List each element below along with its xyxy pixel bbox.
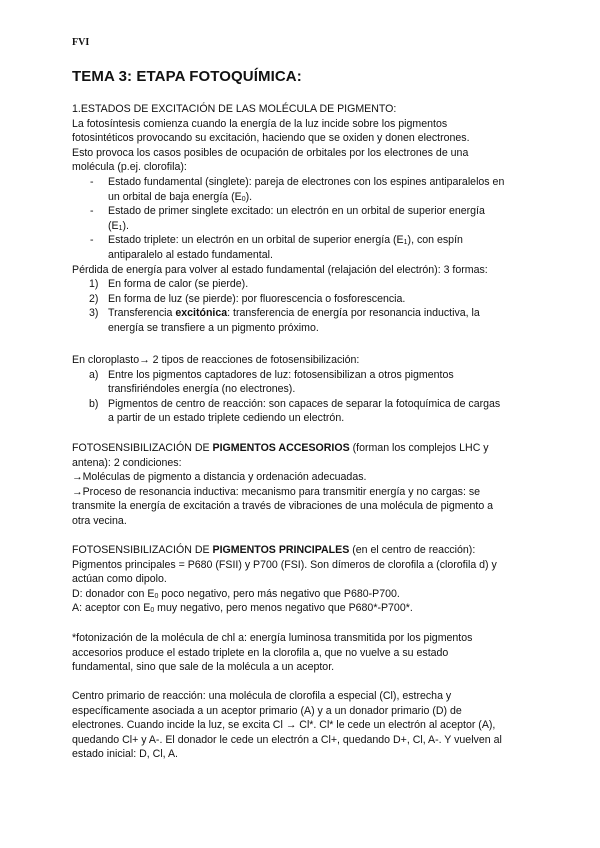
paragraph-line: En cloroplasto→ 2 tipos de reacciones de fotosensibilización: <box>72 354 360 366</box>
section-heading: 1.ESTADOS DE EXCITACIÓN DE LAS MOLÉCULA DE PIGMENTO: <box>72 103 397 115</box>
subscript: 1 <box>403 239 408 247</box>
list-item-text: Estado de primer singlete excitado: un electrón en un orbital de superior energía <box>108 205 485 218</box>
list-item <box>72 204 532 233</box>
list-item-text: energía se transfiere a un pigmento próximo. <box>108 321 319 334</box>
energy-loss-list <box>72 277 532 335</box>
list-item-text: Transferencia <box>108 307 176 320</box>
paragraph-line: →Moléculas de pigmento a distancia y ordenación adecuadas. <box>72 471 367 484</box>
list-item-text: ). <box>245 190 253 203</box>
paragraph-line: La fotosíntesis comienza cuando la energía de la luz incide sobre los pigmentos <box>72 117 448 130</box>
text-span: poco negativo, pero más negativo que P680-P700. <box>158 587 400 600</box>
paragraph-line: Esto provoca los casos posibles de ocupación de orbitales por los electrones de una <box>72 146 469 159</box>
paragraph-line: molécula (p.ej. clorofila): <box>72 161 187 174</box>
bullet-marker: - <box>90 234 94 247</box>
paragraph-line: *fotonización de la molécula de chl a: energía luminosa transmitida por los pigmentos <box>72 632 473 644</box>
paragraph-line: fotosintéticos provocando su excitación, haciendo que se oxiden y donen electrones. <box>72 132 470 145</box>
paragraph-line: antena): 2 condiciones: <box>72 456 182 469</box>
paragraph-line: fundamental, sino que sale de la molécula a un aceptor. <box>72 661 335 674</box>
paragraph-line: transmite la energía de excitación a través de vibraciones de una molécula de pigmento a <box>72 500 494 513</box>
list-item-text: Estado triplete: un electrón en un orbital de superior energía (E <box>108 234 404 247</box>
paragraph-line <box>72 587 532 602</box>
list-item-text: : transferencia de energía por resonancia inductiva, la <box>227 307 480 320</box>
text-span: (en el centro de reacción): <box>349 544 476 556</box>
paragraph-line: accesorios produce el estado triplete en la clorofila a, que no vuelve a su estado <box>72 646 449 659</box>
number-marker: 2) <box>89 292 99 305</box>
paragraph-line: →Proceso de resonancia inductiva: mecanismo para transmitir energía y no cargas: se <box>72 485 481 498</box>
section-excitation-states <box>72 102 532 336</box>
letter-marker: a) <box>89 368 99 381</box>
text-span: D: donador con E <box>72 587 155 600</box>
paragraph-line <box>72 601 532 616</box>
list-item <box>72 175 532 204</box>
list-item-text: ), con espín <box>407 234 463 247</box>
list-item-text: (E <box>108 219 119 232</box>
list-item <box>72 233 532 262</box>
paragraph-line: Centro primario de reacción: una molécula de clorofila a especial (Cl), estrecha y <box>72 690 452 702</box>
list-item-text: antiparalelo al estado fundamental. <box>108 248 273 261</box>
paragraph-line <box>72 441 532 456</box>
list-item-text: Pigmentos de centro de reacción: son capaces de separar la fotoquímica de cargas <box>108 397 501 410</box>
bold-term: excitónica <box>175 307 228 320</box>
list-item-text: En forma de calor (se pierde). <box>108 278 249 291</box>
paragraph-line: Pigmentos principales = P680 (FSII) y P700 (FSI). Son dímeros de clorofila a (clorofila d) y <box>72 558 497 571</box>
number-marker: 3) <box>89 307 99 320</box>
text-span: A: aceptor con E <box>72 602 151 615</box>
bold-term: PIGMENTOS PRINCIPALES <box>212 544 350 556</box>
list-item-text: ). <box>122 219 129 232</box>
number-marker: 1) <box>89 278 99 291</box>
list-item-text: un orbital de baja energía (E <box>108 190 242 203</box>
reaction-types-list <box>72 368 532 426</box>
list-item-text: Estado fundamental (singlete): pareja de electrones con los espines antiparalelos en <box>108 175 505 188</box>
list-item-text: Entre los pigmentos captadores de luz: fotosensibilizan a otros pigmentos <box>108 368 454 381</box>
paragraph-line: Pérdida de energía para volver al estado fundamental (relajación del electrón): 3 formas: <box>72 263 488 276</box>
list-item <box>72 292 532 307</box>
text-span: (forman los complejos LHC y <box>349 442 489 454</box>
paragraph-line <box>72 543 532 558</box>
list-item <box>72 306 532 335</box>
section-chloroplast <box>72 353 532 426</box>
list-item <box>72 277 532 292</box>
text-span: muy negativo, pero menos negativo que P680*-P700*. <box>154 602 413 615</box>
list-item-text: En forma de luz (se pierde): por fluorescencia o fosforescencia. <box>108 292 406 305</box>
subscript: 0 <box>241 195 246 203</box>
paragraph-line: otra vecina. <box>72 514 127 527</box>
list-item <box>72 397 532 426</box>
text-span: FOTOSENSIBILIZACIÓN DE <box>72 442 213 454</box>
section-photoionization <box>72 631 532 675</box>
page-title: TEMA 3: ETAPA FOTOQUÍMICA: <box>72 68 302 85</box>
paragraph-line: actúan como dipolo. <box>72 573 167 586</box>
section-principal-pigments <box>72 543 532 616</box>
states-list <box>72 175 532 263</box>
list-item <box>72 368 532 397</box>
subscript: 1 <box>118 224 123 232</box>
section-primary-reaction-center <box>72 689 532 762</box>
paragraph-line: quedando Cl+ y A-. El donador le cede un electrón a Cl+, quedando D+, Cl, A-. Y vuelven al <box>72 733 502 746</box>
subscript: 0 <box>150 607 155 615</box>
bullet-marker: - <box>90 205 94 218</box>
paragraph-line: estado inicial: D, Cl, A. <box>72 748 178 761</box>
subscript: 0 <box>154 592 159 600</box>
section-accessory-pigments <box>72 441 532 529</box>
bold-term: PIGMENTOS ACCESORIOS <box>212 442 350 454</box>
letter-marker: b) <box>89 397 99 410</box>
list-item-text: a partir de un estado triplete cediendo un electrón. <box>108 412 345 425</box>
paragraph-line: electrones. Cuando incide la luz, se excita Cl → Cl*. Cl* le cede un electrón al aceptor (A), <box>72 719 496 732</box>
page-header: FVI <box>72 37 90 48</box>
list-item-text: transfiriéndoles energía (no electrones). <box>108 383 296 396</box>
bullet-marker: - <box>90 175 94 188</box>
text-span: FOTOSENSIBILIZACIÓN DE <box>72 544 213 556</box>
paragraph-line: específicamente asociada a un aceptor primario (A) y a un donador primario (D) de <box>72 704 462 717</box>
